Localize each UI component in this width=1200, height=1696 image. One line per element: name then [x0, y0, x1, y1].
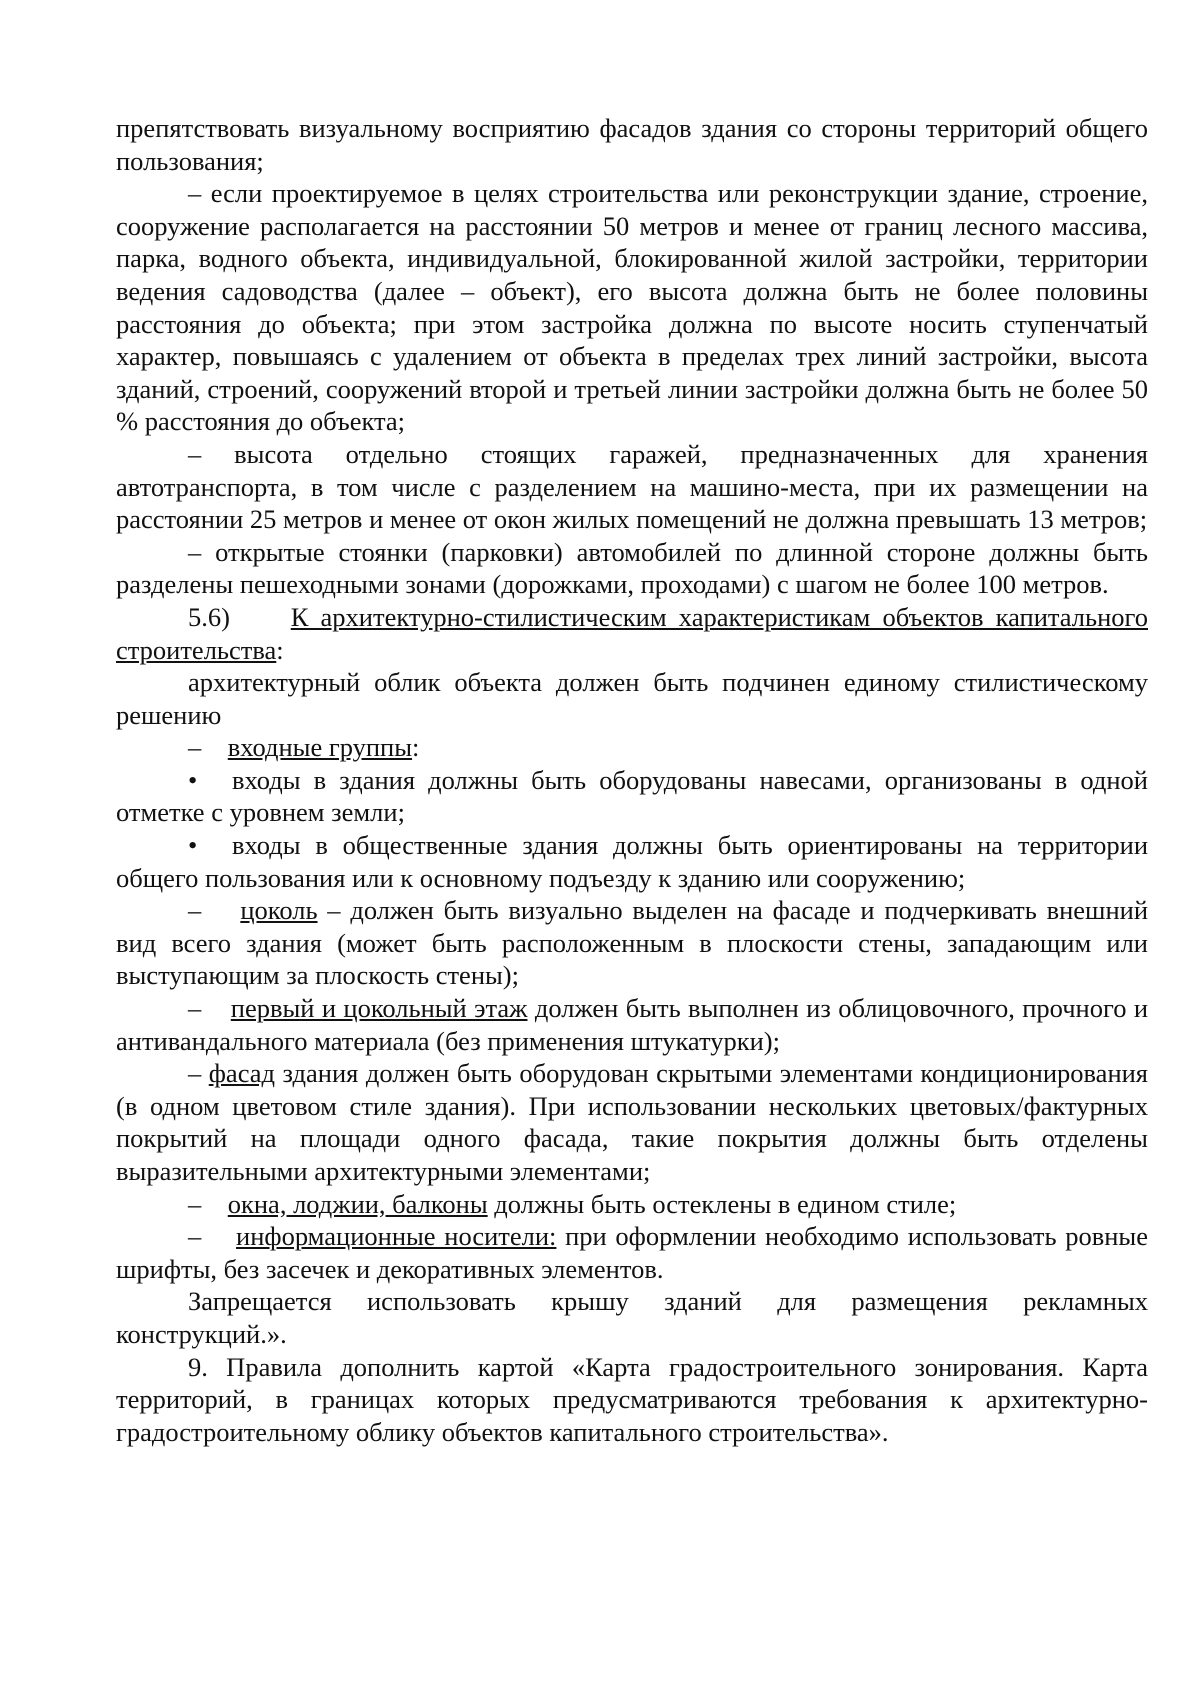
item-text: – должен быть визуально выделен на фасаде и подчеркивать внешний вид всего здания (может быть расположенным в плоскости стены, западающим или выступающим за плоскость стены); [116, 895, 1148, 991]
bullet-text: входы в здания должны быть оборудованы навесами, организованы в одной отметке с уровнем земли; [116, 764, 1148, 828]
paragraph-roof-advertising-ban: Запрещается использовать крышу зданий для размещения рекламных конструкций.». [116, 1286, 1148, 1349]
section-number: 5.6) [188, 601, 230, 632]
paragraph-height-near-objects: – если проектируемое в целях строительства или реконструкции здание, строение, сооружение располагается на расстоянии 50 метров и менее от границ лесного массива, парка, водного объекта, индивидуальной, блокированной жилой застройки, территории ведения садоводства (далее – объект), его высота должна быть не более половины расстояния до объекта; при этом застройка должна по высоте носить ступенчатый характер, повышаясь с удалением от объекта в пределах трех линий застройки, высота зданий, строений, сооружений второй и третьей линии застройки должна быть не более 50 % расстояния до объекта; [116, 178, 1148, 437]
document-page [116, 112, 1148, 1448]
item-heading: фасад [208, 1058, 276, 1089]
item-heading: цоколь [240, 895, 318, 926]
paragraph-facade-visibility: препятствовать визуальному восприятию фасадов здания со стороны территорий общего пользования; [116, 113, 1148, 176]
bullet-icon: • [188, 764, 198, 795]
bullet-icon: • [188, 830, 198, 861]
item-heading: информационные носители: [236, 1221, 557, 1252]
dash-marker: – [188, 1188, 202, 1219]
bullet-text: входы в общественные здания должны быть ориентированы на территории общего пользования или к основному подъезду к зданию или сооружению; [116, 830, 1148, 893]
item-windows [116, 1188, 1148, 1221]
item-plinth [116, 894, 1148, 992]
dash-marker: – [188, 732, 202, 763]
item-facade [116, 1057, 1148, 1187]
section-title: К архитектурно-стилистическим характеристикам объектов капитального строительства [116, 601, 1148, 665]
item-heading: входные группы [227, 732, 413, 763]
item-text: при оформлении необходимо использовать ровные шрифты, без засечек и декоративных элементов. [116, 1221, 1148, 1284]
item-information-carriers [116, 1220, 1148, 1285]
paragraph-architectural-style: архитектурный облик объекта должен быть подчинен единому стилистическому решению [116, 667, 1148, 730]
item-text: должны быть остеклены в едином стиле; [487, 1188, 957, 1219]
item-text: должен быть выполнен из облицовочного, прочного и антивандального материала (без применения штукатурки); [116, 993, 1149, 1056]
item-heading-colon: : [412, 732, 420, 763]
dash-marker: – [188, 895, 202, 926]
dash-marker: – [188, 1221, 202, 1252]
section-5-6-heading [116, 601, 1148, 666]
paragraph-item-9: 9. Правила дополнить картой «Карта градостроительного зонирования. Карта территорий, в границах которых предусматриваются требования к архитектурно-градостроительному облику объектов капитального строительства». [116, 1351, 1148, 1447]
bullet-entrance-canopies [116, 764, 1148, 829]
paragraph-garage-height: – высота отдельно стоящих гаражей, предназначенных для хранения автотранспорта, в том числе с разделением на машино-места, при их размещении на расстоянии 25 метров и менее от окон жилых помещений не должна превышать 13 метров; [116, 438, 1148, 535]
item-first-floor [116, 992, 1148, 1057]
paragraph-open-parking: – открытые стоянки (парковки) автомобилей по длинной стороне должны быть разделены пешеходными зонами (дорожками, проходами) с шагом не более 100 метров. [116, 536, 1148, 600]
dash-marker: – [188, 1058, 202, 1089]
item-heading: окна, лоджии, балконы [227, 1188, 488, 1219]
item-entrance-groups [116, 731, 1148, 764]
section-title-colon: : [276, 634, 284, 665]
bullet-public-entrances [116, 829, 1148, 894]
item-text: здания должен быть оборудован скрытыми элементами кондиционирования (в одном цветовом стиле здания). При использовании нескольких цветовых/фактурных покрытий на площади одного фасада, такие покрытия должны быть отделены выразительными архитектурными элементами; [116, 1058, 1149, 1186]
item-heading: первый и цокольный этаж [230, 993, 528, 1024]
dash-marker: – [188, 993, 202, 1024]
